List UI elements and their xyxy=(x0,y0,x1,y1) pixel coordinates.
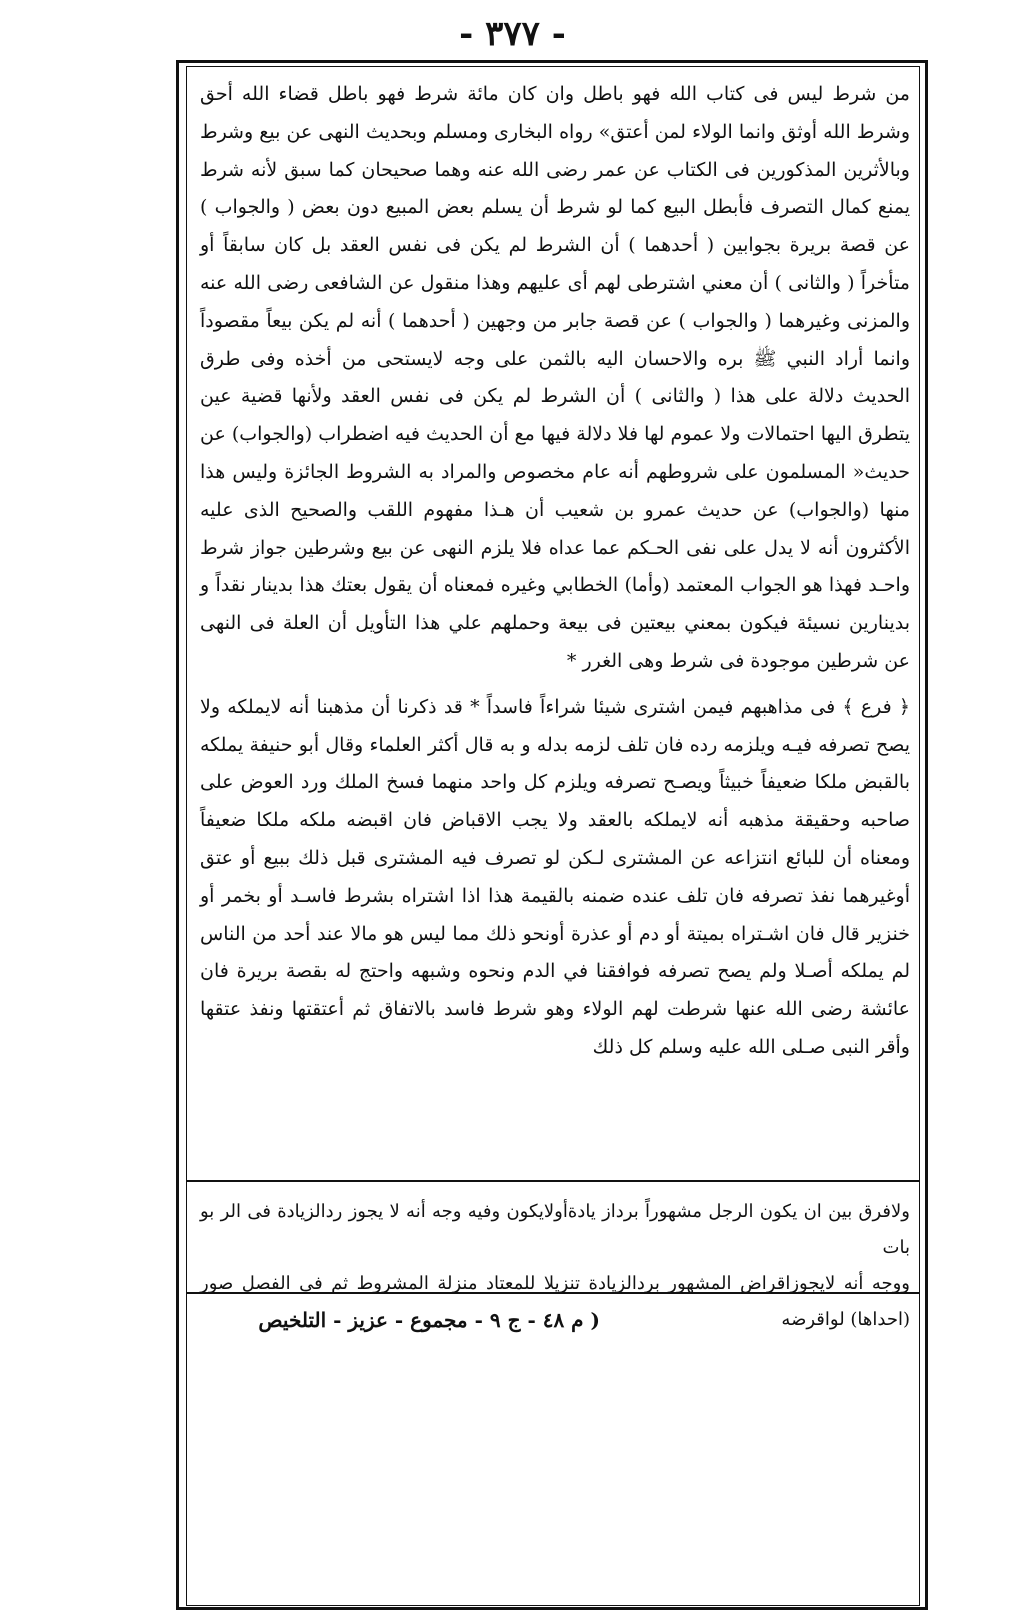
footnote-separator xyxy=(186,1180,920,1182)
footnote-line: ووجه أنه لايجوزاقراض المشهور بردالزيادة تنزيلا للمعتاد منزلة المشروط ثم فى الفصل صور (احداها) لواقرضه xyxy=(200,1273,910,1330)
paragraph-1: من شرط ليس فى كتاب الله فهو باطل وان كان مائة شرط فهو باطل قضاء الله أحق وشرط الله أوثق وانما الولاء لمن أعتق» رواه البخارى ومسلم وبحديث النهى عن بيع وشرط وبالأثرين المذكورين فى الكتاب عن عمر رضى الله عنه وهما صحيحان كما سبق لأنه شرط يمنع كمال التصرف فأبطل البيع كما لو شرط أن يسلم بعض المبيع دون بعض ( والجواب ) عن قصة بريرة بجوابين ( أحدهما ) أن الشرط لم يكن فى نفس العقد بل كان سابقاً أو متأخراً ( والثانى ) أن معني اشترطى لهم أى عليهم وهذا منقول عن الشافعى رضى الله عنه والمزنى وغيرهما ( والجواب ) عن قصة جابر من وجهين ( أحدهما ) أنه لم يكن بيعاً مقصوداً وانما أراد النبي ﷺ بره والاحسان اليه بالثمن على وجه لايستحى من أخذه وفى طرق الحديث دلالة على هذا ( والثانى ) أن الشرط لم يكن فى نفس العقد ولأنها قضية عين يتطرق اليها احتمالات ولا عموم لها فلا دلالة فيها مع أن الحديث فيه اضطراب (والجواب) عن حديث« المسلمون على شروطهم أنه عام مخصوص والمراد به الشروط الجائزة وليس هذا منها (والجواب) عن حديث عمرو بن شعيب أن هـذا مفهوم اللقب والصحيح الذى عليه الأكثرون أنه لا يدل على نفى الحـكم عما عداه فلا يلزم النهى عن بيع وشرطين جواز شرط واحـد فهذا هو الجواب المعتمد (وأما) الخطابي وغيره فمعناه أن يقول بعتك هذا بدينار نقداً و بدينارين نسيئة فيكون بمعني بيعتين فى بيعة وحملهم علي هذا التأويل أن العلة فى النهى عن شرطين موجودة فى شرط وهى الغرر * xyxy=(200,83,910,672)
volume-signature: ( م ٤٨ - ج ٩ - مجموع - عزيز - التلخيص xyxy=(258,1308,600,1332)
page-number: - ٣٧٧ - xyxy=(459,14,566,54)
main-text xyxy=(200,76,910,1067)
bottom-rule xyxy=(186,1292,920,1294)
footnote-line: ولافرق بين ان يكون الرجل مشهوراً برداز يادةأولايكون وفيه وجه أنه لا يجوز ردالزيادة فى الر بو بات xyxy=(200,1201,910,1258)
paragraph-2-branch: ﴿ فرع ﴾ فى مذاهبهم فيمن اشترى شيئا شراءاً فاسداً * قد ذكرنا أن مذهبنا أنه لايملكه ولا يصح تصرفه فيـه ويلزمه رده فان تلف لزمه بدله و به قال أكثر العلماء وقال أبو حنيفة يملكه بالقبض ملكا ضعيفاً خبيثاً ويصـح تصرفه ويلزم كل واحد منهما فسخ الملك ورد العوض على صاحبه وحقيقة مذهبه أنه لايملكه بالعقد ولا يجب الاقباض فان اقبضه ملكه ملكا ضعيفاً ومعناه أن للبائع انتزاعه عن المشترى لـكن لو تصرف فيه المشترى قبل ذلك ببيع أو عتق أوغيرهما نفذ تصرفه فان تلف عنده ضمنه بالقيمة هذا اذا اشتراه بشرط فاسـد أو بخمر أو خنزير قال فان اشـتراه بميتة أو دم أو عذرة أونحو ذلك مما ليس هو مالا عند أحد من الناس لم يملكه أصـلا ولم يصح تصرفه فوافقنا في الدم ونحوه وشبهه واحتج له بقصة بريرة فان عائشة رضى الله عنها شرطت لهم الولاء وهو شرط فاسد بالاتفاق ثم أعتقتها ونفذ عتقها وأقر النبى صـلى الله عليه وسلم كل ذلك xyxy=(200,695,910,1058)
